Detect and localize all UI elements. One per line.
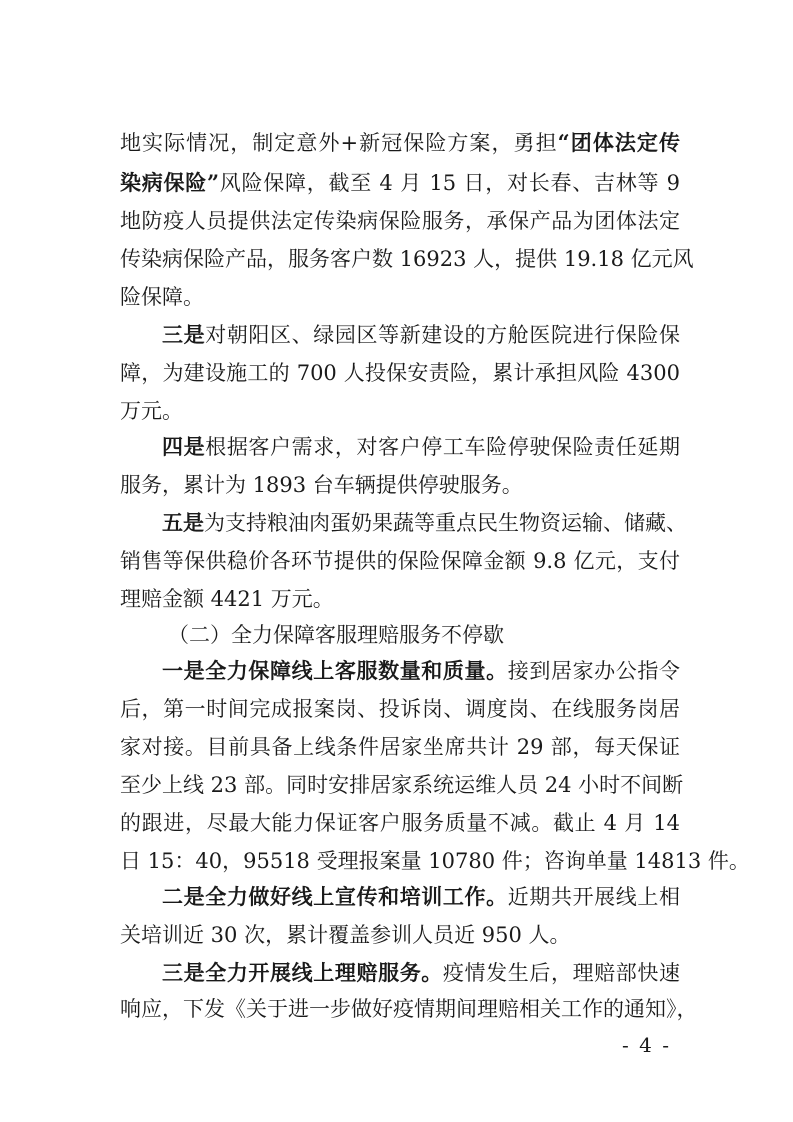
bold-text: “团体法定传	[557, 130, 680, 155]
text-line: 后，第一时间完成报案岗、投诉岗、调度岗、在线服务岗居	[120, 697, 680, 721]
text-line: 传染病保险产品，服务客户数 16923 人，提供 19.18 亿元风	[120, 247, 694, 271]
bold-text: 五是	[162, 510, 204, 535]
bold-text: 二是全力做好线上宣传和培训工作。	[162, 884, 508, 909]
text-line	[120, 168, 680, 198]
text-line: 理赔金额 4421 万元。	[120, 587, 334, 611]
text-line	[162, 432, 680, 462]
text-line	[162, 320, 680, 350]
text-line: 家对接。目前具备上线条件居家坐席共计 29 部，每天保证	[120, 735, 680, 759]
bold-text: 三是	[162, 322, 206, 347]
text-line: 服务，累计为 1893 台车辆提供停驶服务。	[120, 473, 523, 497]
section-heading: （二）全力保障客服理赔服务不停歇	[168, 623, 504, 647]
text-line: 销售等保供稳价各环节提供的保险保障金额 9.8 亿元，支付	[120, 549, 680, 573]
text-span: 疫情发生后，理赔部快速	[442, 961, 681, 985]
text-line	[120, 128, 680, 158]
page-number: - 4 -	[622, 1033, 671, 1057]
text-span: 地实际情况，制定意外+新冠保险方案，勇担	[120, 131, 558, 155]
text-line	[162, 958, 680, 988]
text-line	[162, 656, 680, 686]
text-span: 根据客户需求，对客户停工车险停驶保险责任延期	[205, 435, 680, 459]
text-span: 近期共开展线上相	[507, 885, 681, 909]
text-line: 至少上线 23 部。同时安排居家系统运维人员 24 小时不间断	[120, 773, 684, 797]
text-line: 障，为建设施工的 700 人投保安责险，累计承担风险 4300	[120, 361, 680, 385]
text-line: 关培训近 30 次，累计覆盖参训人员近 950 人。	[120, 923, 571, 947]
text-span: 接到居家办公指令	[507, 659, 681, 683]
text-line: 日 15：40，95518 受理报案量 10780 件；咨询单量 14813 件。	[120, 849, 750, 873]
text-line: 险保障。	[120, 285, 204, 309]
text-line: 地防疫人员提供法定传染病保险服务，承保产品为团体法定	[120, 209, 680, 233]
bold-text: 四是	[162, 434, 206, 459]
text-line: 响应，下发《关于进一步做好疫情期间理赔相关工作的通知》，	[120, 997, 698, 1021]
text-span: 为支持粮油肉蛋奶果蔬等重点民生物资运输、储藏、	[204, 511, 687, 535]
bold-text: 染病保险”	[120, 170, 220, 195]
bold-text: 一是全力保障线上客服数量和质量。	[162, 658, 508, 683]
text-line	[162, 508, 687, 538]
text-line: 的跟进，尽最大能力保证客户服务质量不减。截止 4 月 14	[120, 811, 680, 835]
text-line: 万元。	[120, 399, 183, 423]
text-span: 对朝阳区、绿园区等新建设的方舱医院进行保险保	[205, 323, 680, 347]
text-span: 风险保障，截至 4 月 15 日，对长春、吉林等 9	[219, 171, 680, 195]
bold-text: 三是全力开展线上理赔服务。	[162, 960, 443, 985]
text-line	[162, 882, 680, 912]
